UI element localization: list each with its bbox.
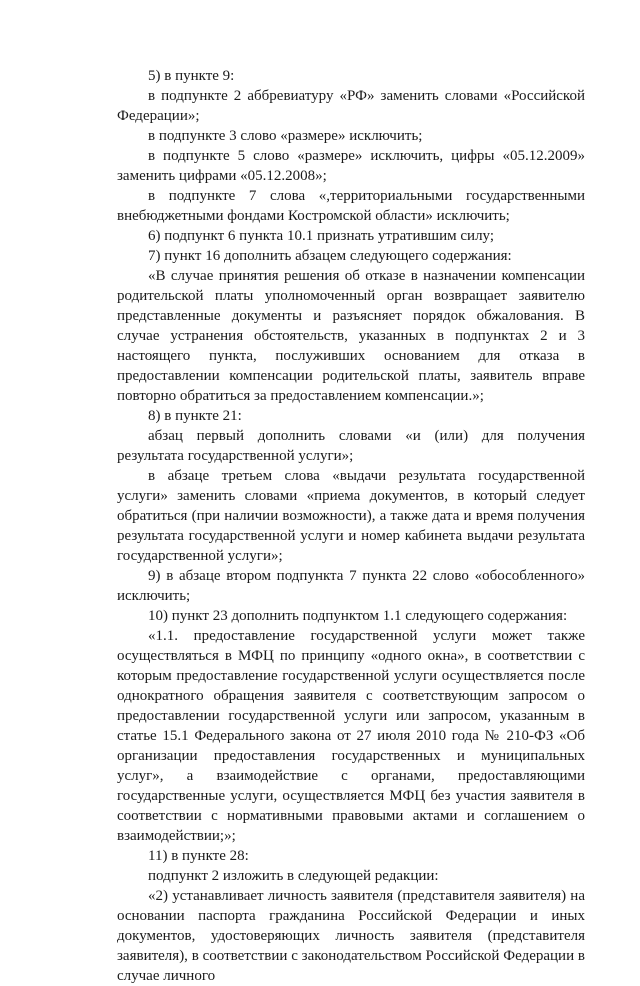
paragraph-item-8-point-21: 8) в пункте 21:	[148, 408, 242, 424]
paragraph-item-11-point-28: 11) в пункте 28:	[148, 848, 249, 864]
paragraph-subpoint-2-rf: в подпункте 2 аббревиатуру «РФ» заменить словами «Российской Федерации»;	[117, 88, 585, 124]
paragraph-mfc-quote: «1.1. предоставление государственной услуги может также осуществляться в МФЦ по принципу «одного окна», в соответствии с которым предоставление государственной услуги осуществляется после однократного обращения заявителя с соответствующим запросом о предоставлении государственной услуги или запросом, указанным в статье 15.1 Федерального закона от 27 июля 2010 года № 210-ФЗ «Об организации предоставления государственных и муниципальных услуг», а взаимодействие с органами, предоставляющими государственные услуги, осуществляется МФЦ без участия заявителя в соответствии с нормативными правовыми актами и соглашением о взаимодействии;»;	[117, 628, 585, 844]
paragraph-subpoint-3-razmere: в подпункте 3 слово «размере» исключить;	[148, 128, 423, 144]
paragraph-third-abzac: в абзаце третьем слова «выдачи результата государственной услуги» заменить словами «приема документов, в который следует обратиться (при наличии возможности), а также дата и время получения результата государственной услуги и номер кабинета выдачи результата государственной услуги»;	[117, 468, 585, 564]
paragraph-item-9-point-22: 9) в абзаце втором подпункта 7 пункта 22 слово «обособленного» исключить;	[117, 568, 585, 604]
paragraph-first-abzac: абзац первый дополнить словами «и (или) для получения результата государственной услуги»;	[117, 428, 585, 464]
paragraph-refusal-quote: «В случае принятия решения об отказе в назначении компенсации родительской платы уполномоченный орган возвращает заявителю представленные документы и разъясняет порядок обжалования. В случае устранения обстоятельств, указанных в подпунктах 2 и 3 настоящего пункта, послуживших основанием для отказа в предоставлении компенсации родительской платы, заявитель вправе повторно обратиться за предоставлением компенсации.»;	[117, 268, 585, 404]
paragraph-identity-quote: «2) устанавливает личность заявителя (представителя заявителя) на основании паспорта гражданина Российской Федерации и иных документов, удостоверяющих личность заявителя (представителя заявителя), в соответствии с законодательством Российской Федерации в случае личного	[117, 888, 585, 984]
paragraph-item-10-point-23: 10) пункт 23 дополнить подпунктом 1.1 следующего содержания:	[148, 608, 568, 624]
paragraph-item-5-in-point-9: 5) в пункте 9:	[148, 68, 235, 84]
paragraph-item-7-point-16: 7) пункт 16 дополнить абзацем следующего содержания:	[148, 248, 512, 264]
paragraph-subpoint-2-new-edition: подпункт 2 изложить в следующей редакции:	[148, 868, 439, 884]
paragraph-subpoint-5-digits: в подпункте 5 слово «размере» исключить, цифры «05.12.2009» заменить цифрами «05.12.2008»;	[117, 148, 585, 184]
paragraph-item-6-void: 6) подпункт 6 пункта 10.1 признать утратившим силу;	[148, 228, 495, 244]
paragraph-subpoint-7-funds: в подпункте 7 слова «,территориальными государственными внебюджетными фондами Костромской области» исключить;	[117, 188, 585, 224]
document-body	[117, 66, 585, 986]
